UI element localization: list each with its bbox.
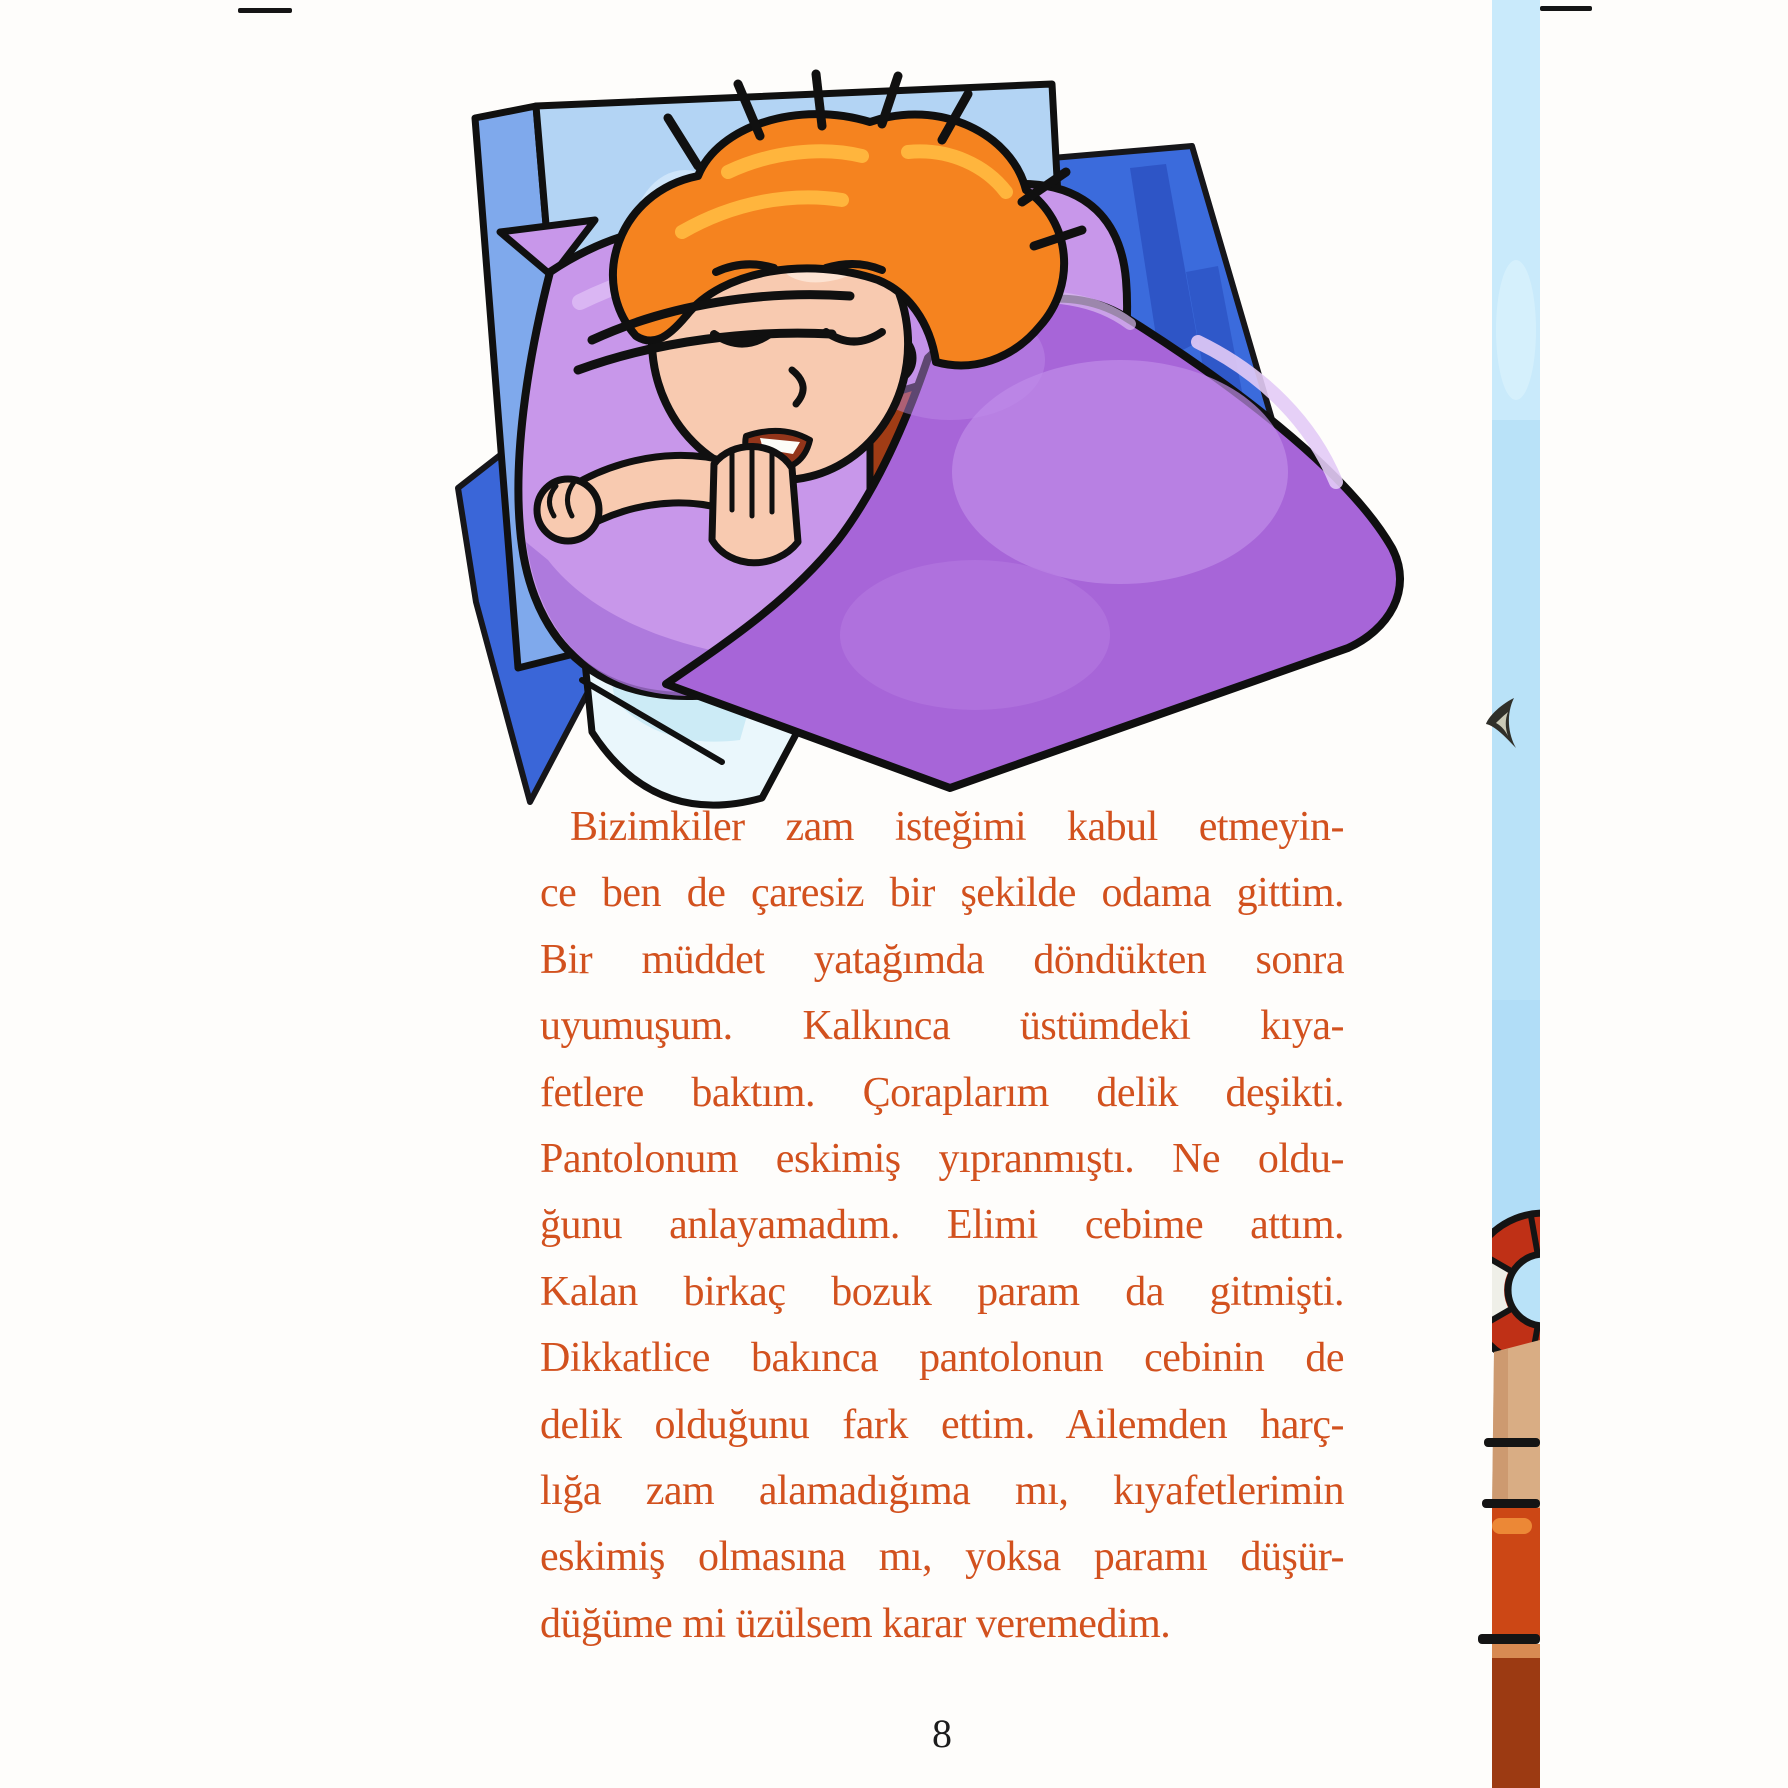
paragraph-line: ğunu anlayamadım. Elimi cebime attım. [540, 1202, 1344, 1249]
paragraph-line: lığa zam alamadığıma mı, kıyafetlerimin [540, 1467, 1344, 1514]
story-paragraph [540, 794, 1344, 1657]
paragraph-line: delik olduğunu fark ettim. Ailemden harç- [540, 1401, 1344, 1448]
paragraph-line: Pantolonum eskimiş yıpranmıştı. Ne oldu- [540, 1135, 1344, 1182]
paragraph-line: eskimiş olmasına mı, yoksa paramı düşür- [540, 1534, 1344, 1581]
top-ink-mark-right [1540, 6, 1592, 11]
sky-strip [1492, 0, 1540, 1352]
paragraph-line: Bizimkiler zam isteğimi kabul etmeyin- [570, 804, 1344, 850]
post-rung-line [1484, 1438, 1540, 1447]
top-ink-mark-left [238, 8, 292, 13]
paragraph-line: fetlere baktım. Çoraplarım delik deşikti. [540, 1069, 1344, 1116]
paragraph-line: uyumuşum. Kalkınca üstümdeki kıya- [540, 1003, 1344, 1050]
post-rung-line [1482, 1499, 1540, 1508]
wooden-post [1478, 1340, 1540, 1788]
paragraph-line: ce ben de çaresiz bir şekilde odama gittim. [540, 870, 1344, 917]
hand-on-cheek [712, 446, 798, 562]
paragraph-line: Dikkatlice bakınca pantolonun cebinin de [540, 1335, 1344, 1382]
page-number: 8 [932, 1711, 952, 1756]
facing-page-edge [1478, 0, 1542, 1788]
paragraph-line: Bir müddet yatağımda döndükten sonra [540, 936, 1344, 983]
paragraph-line: Kalan birkaç bozuk param da gitmişti. [540, 1268, 1344, 1315]
paragraph-line: düğüme mi üzülsem karar veremedim. [540, 1600, 1171, 1647]
post-rung-line [1478, 1634, 1540, 1644]
brown-band [1492, 1658, 1540, 1788]
sleeping-boy-illustration [430, 40, 1430, 840]
